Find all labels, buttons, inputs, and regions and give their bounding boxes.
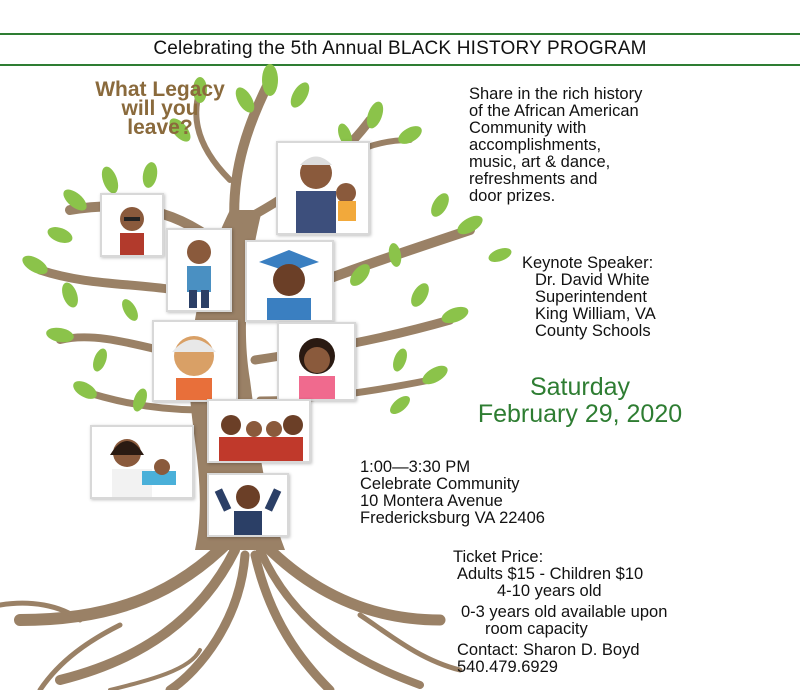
venue-street: 10 Montera Avenue	[360, 492, 503, 510]
contact-phone: 540.479.6929	[457, 658, 558, 676]
event-date	[420, 374, 740, 428]
photo-cheering-man	[207, 473, 289, 537]
legacy-line-1: What Legacy	[95, 78, 225, 101]
ticket-age-range: 4-10 years old	[497, 582, 602, 600]
event-time: 1:00—3:30 PM	[360, 458, 471, 476]
legacy-tagline	[60, 80, 260, 137]
keynote-org-line-1: King William, VA	[535, 305, 656, 323]
ticket-label: Ticket Price:	[453, 548, 544, 566]
intro-line: Share in the rich history	[469, 85, 643, 103]
intro-line: refreshments and	[469, 170, 598, 188]
intro-line: of the African American	[469, 102, 639, 120]
intro-line: Community with	[469, 119, 587, 137]
keynote-title: Superintendent	[535, 288, 647, 306]
ticket-infants-1: 0-3 years old available upon	[461, 603, 668, 621]
photo-graduate	[245, 240, 334, 322]
legacy-line-2: will you	[121, 97, 199, 120]
venue-block	[360, 459, 545, 527]
photo-girl	[277, 322, 356, 401]
keynote-org-line-2: County Schools	[535, 322, 651, 340]
photo-mother-with-baby	[90, 425, 194, 499]
keynote-label: Keynote Speaker:	[522, 254, 654, 272]
intro-line: accomplishments,	[469, 136, 602, 154]
legacy-line-3: leave?	[127, 116, 193, 139]
photo-grandmother	[152, 320, 238, 402]
photo-family-group	[207, 399, 311, 463]
venue-name: Celebrate Community	[360, 475, 520, 493]
ticket-infants-2: room capacity	[485, 620, 588, 638]
ticket-block	[453, 549, 667, 676]
intro-line: music, art & dance,	[469, 153, 611, 171]
tree-roots	[0, 540, 460, 690]
top-rule	[0, 33, 800, 35]
photo-boy	[166, 228, 232, 312]
event-day: Saturday	[529, 373, 631, 401]
event-date-full: February 29, 2020	[477, 400, 683, 428]
keynote-name: Dr. David White	[535, 271, 650, 289]
ticket-adults-children: Adults $15 - Children $10	[457, 565, 644, 583]
program-title: Celebrating the 5th Annual BLACK HISTORY PROGRAM	[153, 38, 647, 59]
intro-text	[469, 86, 642, 205]
keynote-block	[522, 255, 656, 340]
contact-name: Contact: Sharon D. Boyd	[457, 641, 640, 659]
photo-man-with-beard	[100, 193, 164, 257]
intro-line: door prizes.	[469, 187, 556, 205]
venue-city: Fredericksburg VA 22406	[360, 509, 545, 527]
photo-grandfather-with-baby	[276, 141, 370, 235]
